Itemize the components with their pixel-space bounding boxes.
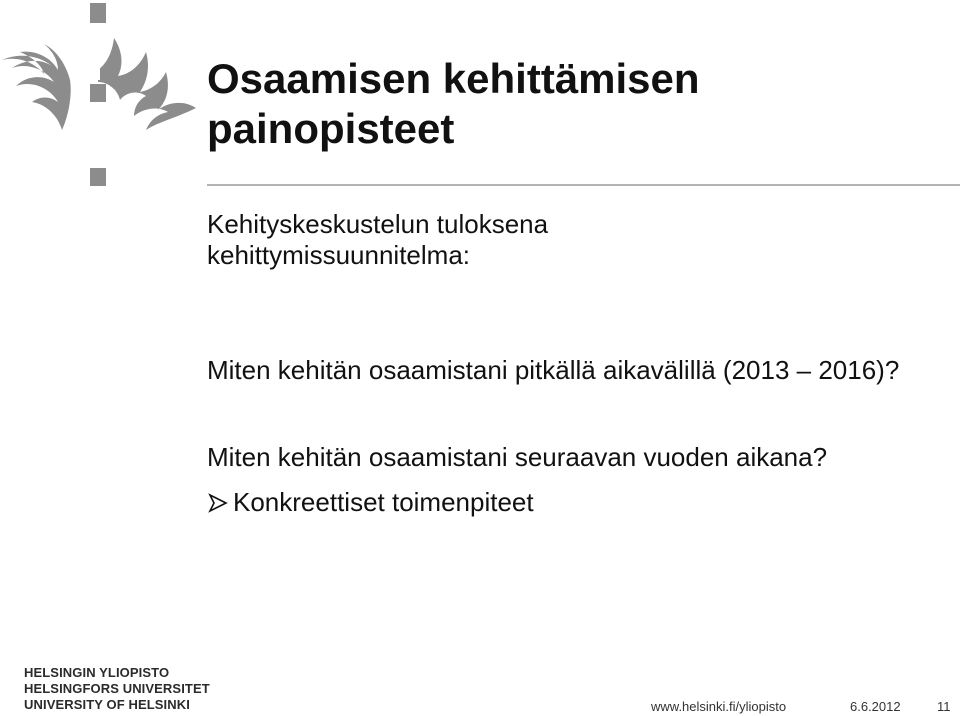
wordmark-en: UNIVERSITY OF HELSINKI (24, 697, 190, 712)
university-logo-icon (0, 0, 200, 190)
slide-title-line-2: painopisteet (207, 105, 455, 152)
footer-date: 6.6.2012 (850, 699, 901, 714)
slide-title (207, 54, 907, 154)
footer-url-link[interactable]: www.helsinki.fi/yliopisto (651, 699, 787, 714)
wordmark-fi: HELSINGIN YLIOPISTO (24, 665, 170, 680)
university-wordmark (24, 665, 210, 713)
page-number: 11 (937, 699, 951, 714)
bullet-item (207, 487, 534, 518)
slide-title-line-1: Osaamisen kehittämisen (207, 55, 700, 102)
intro-line-1: Kehityskeskustelun tuloksena (207, 209, 549, 239)
wordmark-sv: HELSINGFORS UNIVERSITET (24, 681, 210, 696)
hollow-arrow-bullet-icon (207, 492, 229, 514)
intro-line-2: kehittymissuunnitelma: (207, 240, 470, 270)
title-divider (207, 184, 960, 186)
question-long-term: Miten kehitän osaamistani pitkällä aikavälillä (2013 – 2016)? (207, 355, 900, 385)
intro-paragraph (207, 209, 927, 271)
bullet-label: Konkreettiset toimenpiteet (233, 487, 534, 517)
question-next-year: Miten kehitän osaamistani seuraavan vuoden aikana? (207, 442, 828, 472)
